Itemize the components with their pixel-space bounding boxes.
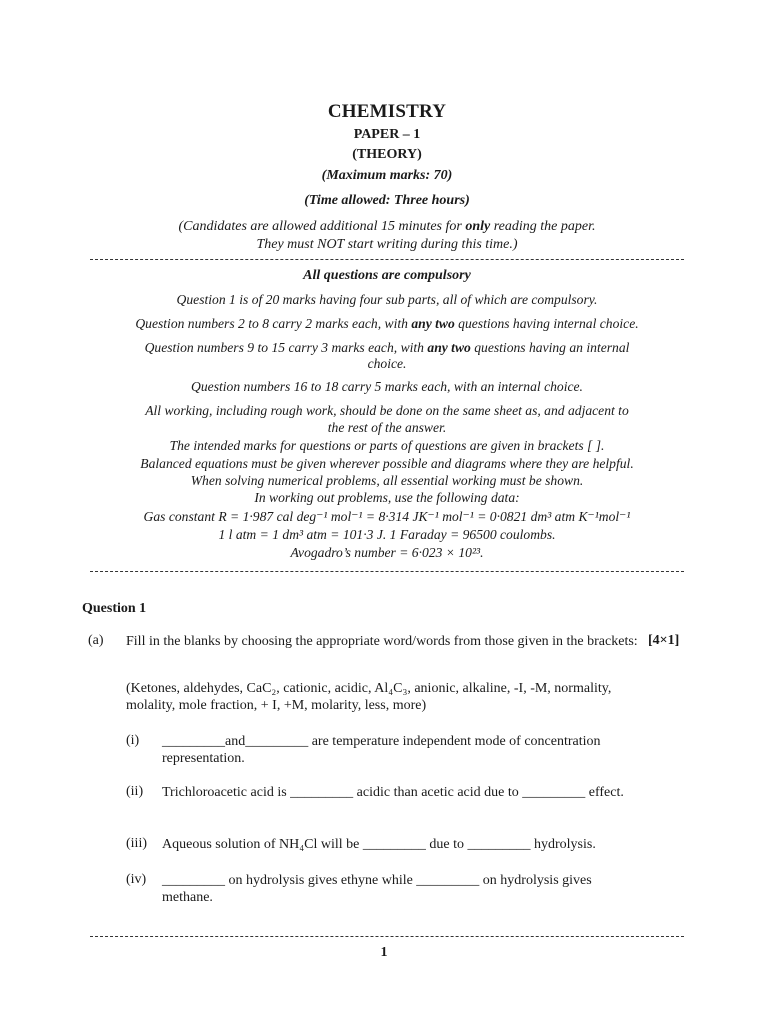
question-1-title: Question 1 [82, 601, 147, 616]
item-iii-text: Aqueous solution of NH₄Cl will be _________ due to _________ hydrolysis. [162, 837, 596, 852]
instruction-line-3-post: questions having an internal [470, 340, 630, 355]
part-a-label: (a) [88, 633, 104, 648]
instruction-line-3-pre: Question numbers 9 to 15 carry 3 marks each, with [144, 340, 428, 355]
item-ii-label: (ii) [126, 784, 144, 799]
item-iv-text: _________ on hydrolysis gives ethyne while _________ on hydrolysis gives methane. [162, 873, 592, 905]
instruction-line-7: Balanced equations must be given wherever possible and diagrams where they are helpful. [140, 456, 634, 471]
page-number: 1 [380, 945, 388, 960]
reading-time-note [90, 218, 684, 235]
instruction-line-4: Question numbers 16 to 18 carry 5 marks each, with an internal choice. [191, 379, 583, 394]
instruction-line-3-cont: choice. [367, 356, 407, 371]
instructions-heading: All questions are compulsory [303, 268, 471, 283]
part-a-text: Fill in the blanks by choosing the appropriate word/words from those given in the brackets: [126, 634, 638, 649]
instruction-line-1: Question 1 is of 20 marks having four sub parts, all of which are compulsory. [176, 292, 598, 307]
instruction-line-2-post: questions having internal choice. [454, 316, 639, 331]
footer-divider [90, 936, 684, 937]
item-ii-text: Trichloroacetic acid is _________ acidic than acetic acid due to _________ effect. [162, 785, 624, 800]
instruction-line-2-bold: any two [411, 316, 455, 331]
options-list: (Ketones, aldehydes, CaC₂, cationic, acidic, Al₄C₃, anionic, alkaline, -I, -M, normality, molality, mole fraction, + I, +M, molarity, less, more) [126, 681, 612, 713]
time-allowed: (Time allowed: Three hours) [304, 193, 470, 208]
item-i-text: _________and_________ are temperature independent mode of concentration representation. [162, 734, 601, 766]
note-line1-bold: only [465, 219, 491, 234]
instruction-line-2 [80, 316, 694, 333]
bottom-divider [90, 571, 684, 572]
instruction-line-3-bold: any two [427, 340, 471, 355]
instruction-line-5b: the rest of the answer. [327, 420, 447, 435]
note-line1-pre: (Candidates are allowed additional 15 minutes for [178, 219, 466, 234]
maximum-marks: (Maximum marks: 70) [321, 168, 453, 183]
instruction-line-2-pre: Question numbers 2 to 8 carry 2 marks each, with [135, 316, 412, 331]
part-a-marks: [4×1] [648, 633, 680, 648]
paper-type: (THEORY) [352, 147, 422, 162]
avogadro-line: Avogadro’s number = 6·023 × 10²³. [290, 545, 484, 560]
units-line: 1 l atm = 1 dm³ atm = 101·3 J. 1 Faraday = 96500 coulombs. [218, 527, 556, 542]
top-divider [90, 259, 684, 260]
note-line1-post: reading the paper. [490, 219, 596, 234]
instruction-line-8: When solving numerical problems, all essential working must be shown. [190, 473, 584, 488]
item-iii-label: (iii) [126, 836, 147, 851]
instruction-line-6: The intended marks for questions or parts of questions are given in brackets [ ]. [169, 438, 605, 453]
gas-constant-line: Gas constant R = 1·987 cal deg⁻¹ mol⁻¹ = 8·314 JK⁻¹ mol⁻¹ = 0·0821 dm³ atm K⁻¹mol⁻¹ [143, 509, 631, 524]
reading-time-note-line2: They must NOT start writing during this time.) [256, 237, 518, 252]
instruction-line-9: In working out problems, use the following data: [254, 490, 520, 505]
item-i-label: (i) [126, 733, 140, 748]
paper-number: PAPER – 1 [353, 127, 421, 142]
subject-title: CHEMISTRY [327, 101, 447, 122]
instruction-line-3 [90, 340, 684, 357]
item-iv-label: (iv) [126, 872, 147, 887]
instruction-line-5a: All working, including rough work, should be done on the same sheet as, and adjacent to [145, 403, 629, 418]
